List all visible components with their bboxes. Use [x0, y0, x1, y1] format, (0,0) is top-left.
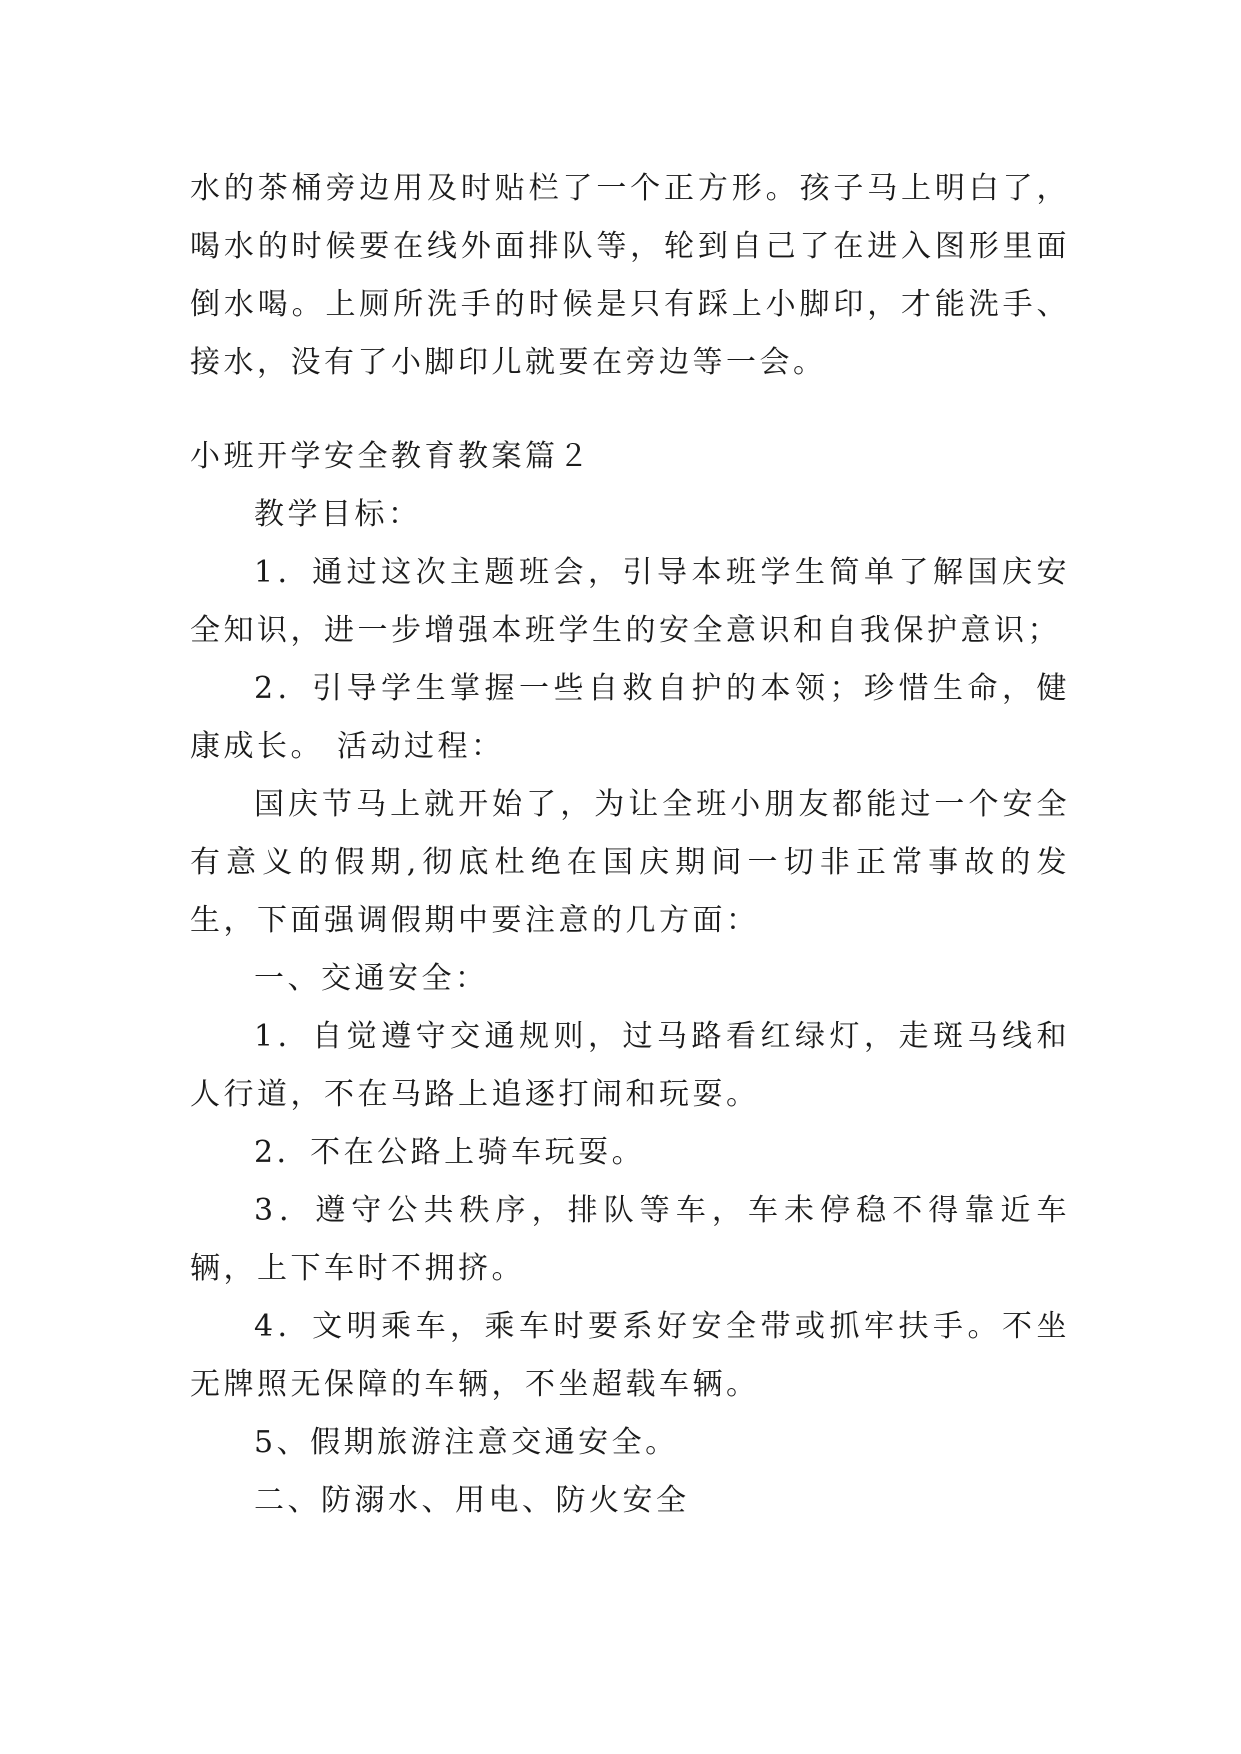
paragraph-traffic-item-1: 1．自觉遵守交通规则，过马路看红绿灯，走斑马线和人行道，不在马路上追逐打闹和玩耍。	[190, 1019, 1070, 1112]
paragraph-goal-1: 1．通过这次主题班会，引导本班学生简单了解国庆安全知识，进一步增强本班学生的安全意识和自我保护意识；	[190, 555, 1070, 648]
paragraph-water-electric-fire-heading: 二、防溺水、用电、防火安全	[254, 1483, 690, 1518]
paragraph-continuation: 水的茶桶旁边用及时贴栏了一个正方形。孩子马上明白了，喝水的时候要在线外面排队等，轮到自己了在进入图形里面倒水喝。上厕所洗手的时候是只有踩上小脚印，才能洗手、接水，没有了小脚印儿就要在旁边等一会。	[190, 171, 1070, 380]
paragraph-teaching-goals-label: 教学目标：	[254, 497, 422, 532]
paragraph-traffic-item-5: 5、假期旅游注意交通安全。	[254, 1425, 679, 1460]
paragraph-traffic-item-2: 2．不在公路上骑车玩耍。	[254, 1135, 646, 1170]
section-heading: 小班开学安全教育教案篇２	[190, 439, 592, 474]
paragraph-traffic-safety-heading: 一、交通安全：	[254, 961, 489, 996]
document-body	[190, 160, 1070, 1530]
paragraph-traffic-item-3: 3．遵守公共秩序，排队等车，车未停稳不得靠近车辆，上下车时不拥挤。	[190, 1193, 1070, 1286]
paragraph-goal-2: 2．引导学生掌握一些自救自护的本领；珍惜生命，健康成长。 活动过程：	[190, 671, 1070, 764]
paragraph-intro: 国庆节马上就开始了，为让全班小朋友都能过一个安全有意义的假期,彻底杜绝在国庆期间一切非正常事故的发生，下面强调假期中要注意的几方面：	[190, 787, 1070, 938]
paragraph-traffic-item-4: 4．文明乘车，乘车时要系好安全带或抓牢扶手。不坐无牌照无保障的车辆，不坐超载车辆。	[190, 1309, 1070, 1402]
